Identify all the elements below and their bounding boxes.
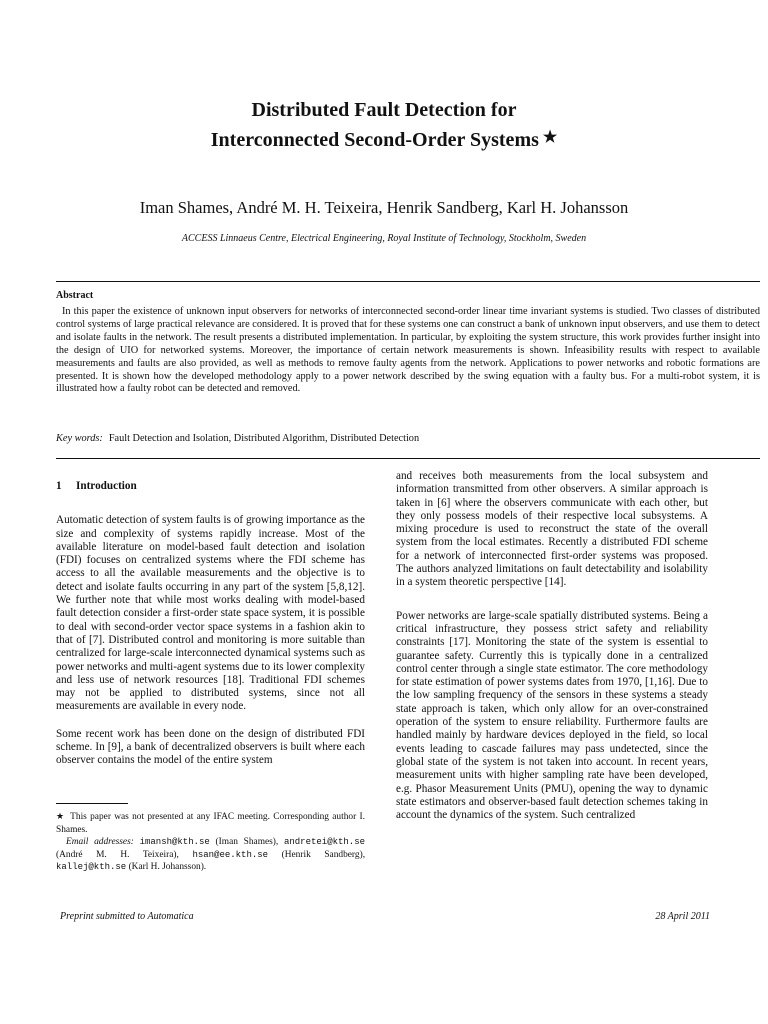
abstract-heading: Abstract bbox=[56, 290, 94, 301]
footnote-star-icon: ★ bbox=[56, 811, 66, 821]
email-link-johansson[interactable]: kallej@kth.se bbox=[56, 862, 127, 873]
abstract-bottom-divider bbox=[56, 458, 760, 459]
keywords-text: Fault Detection and Isolation, Distributed Algorithm, Distributed Detection bbox=[108, 433, 420, 444]
top-divider bbox=[56, 281, 760, 282]
email-link-teixeira[interactable]: andretei@kth.se bbox=[283, 837, 365, 848]
footer-date: 28 April 2011 bbox=[655, 911, 710, 922]
footnotes bbox=[56, 810, 365, 874]
footnote-note: ★ This paper was not presented at any IFAC meeting. Corresponding author I. Shames. bbox=[56, 811, 365, 835]
title-line-1: Distributed Fault Detection for bbox=[251, 99, 517, 121]
footer-preprint-note: Preprint submitted to Automatica bbox=[60, 911, 194, 922]
keywords-label: Key words: bbox=[56, 433, 103, 444]
title-line-2: Interconnected Second-Order Systems ★ bbox=[210, 129, 558, 151]
affiliation: ACCESS Linnaeus Centre, Electrical Engineering, Royal Institute of Technology, Stockholm, Sweden bbox=[181, 233, 587, 244]
abstract-text: In this paper the existence of unknown input observers for networks of interconnected second-order linear time invariant systems is studied. Two classes of distributed control systems of large practical relevance are considered. It is proved that for these systems one can construct a bank of unknown input observers, and use them to detect and isolate faults in the network. The result presents a distributed implementation. In particular, by exploiting the system structure, this work provides further insight into the design of UIO for networked systems. Moreover, the importance of certain network measurements is shown. Infeasibility results with respect to available measurements and faults are also provided, as well as methods to remove faulty agents from the network. Applications to power networks and robotic formations are presented. It is shown how the developed methodology apply to a power network described by the swing equation with a faulty bus. For a multi-robot system, it is illustrated how a faulty robot can be detected and removed. bbox=[56, 306, 760, 395]
footnote-divider bbox=[56, 803, 128, 804]
footnote-emails: Email addresses: imansh@kth.se (Iman Shames), andretei@kth.se (André M. H. Teixeira), hsan@ee.kth.se (Henrik Sandberg), kallej@kth.se (Karl H. Johansson). bbox=[56, 837, 366, 873]
section-number: 1 bbox=[56, 480, 62, 492]
intro-paragraph-1: Automatic detection of system faults is of growing importance as the size and complexity of systems rapidly increase. Most of the available literature on model-based fault detection and isolation (FDI) focuses on centralized systems where the FDI scheme has access to all the available measurements and the objective is to detect and isolate faults occurring in any part of the system [5,8,12]. We further note that while most works dealing with model-based fault detection consider a first-order state space system, it is possible to deal with second-order vector space systems in a fashion akin to that of [7]. Distributed control and monitoring is more suitable than centralized for large-scale interconnected dynamical systems such as power networks and multi-agent systems due to its lower complexity and less use of network resources [18]. Traditional FDI schemes may not be applied to distributed systems, since not all measurements are available in every node. bbox=[56, 514, 365, 713]
email-label: Email addresses: bbox=[66, 837, 134, 848]
left-column bbox=[56, 480, 365, 768]
title-footnote-star-icon: ★ bbox=[542, 129, 558, 146]
email-link-shames[interactable]: imansh@kth.se bbox=[139, 837, 210, 848]
section-title: Introduction bbox=[76, 480, 137, 492]
author-list: Iman Shames, André M. H. Teixeira, Henrik Sandberg, Karl H. Johansson bbox=[139, 198, 629, 217]
email-link-sandberg[interactable]: hsan@ee.kth.se bbox=[192, 849, 269, 860]
intro-paragraph-4: Power networks are large-scale spatially distributed systems. Being a critical infrastructure, they possess strict safety and reliability constraints [17]. Monitoring the state of the system is essential to guarantee safety. Currently this is typically done in a centralized control center through a single state estimator. The core methodology for state estimation of power systems dates from 1970, [1,16]. Due to the low sampling frequency of the sensors in these systems a steady state approach is taken, which only allow for an over-constrained operation of the system to ensure reliability. Furthermore faults are handled mainly by hardware devices deployed in the field, so local events leading to cascade failures may pass undetected, since the global state of the system is not taken into account. In recent years, measurement units with higher sampling rate have been developed, e.g. Phasor Measurement Units (PMU), opening the way to dynamic state estimators and observer-based fault detection schemes taking in account the dynamics of the system. Such centralized bbox=[396, 609, 708, 822]
section-heading-introduction bbox=[56, 480, 365, 493]
intro-paragraph-2: Some recent work has been done on the design of distributed FDI scheme. In [9], a bank of decentralized observers is built where each observer contains the model of the entire system bbox=[56, 727, 365, 767]
keywords bbox=[56, 433, 760, 444]
paper-title bbox=[0, 97, 768, 154]
intro-paragraph-3: and receives both measurements from the local subsystem and information transmitted from other observers. A similar approach is taken in [6] where the observers communicate with each other, but they only possess models of their respective local subsystems. A mixing procedure is used to reconstruct the state of the overall system from the local estimates. Recently a distributed FDI scheme for a network of interconnected first-order systems was proposed. The authors analyzed limitations on fault detectability and isolability in a system theoretic perspective [14]. bbox=[396, 470, 708, 589]
right-column bbox=[396, 470, 708, 822]
